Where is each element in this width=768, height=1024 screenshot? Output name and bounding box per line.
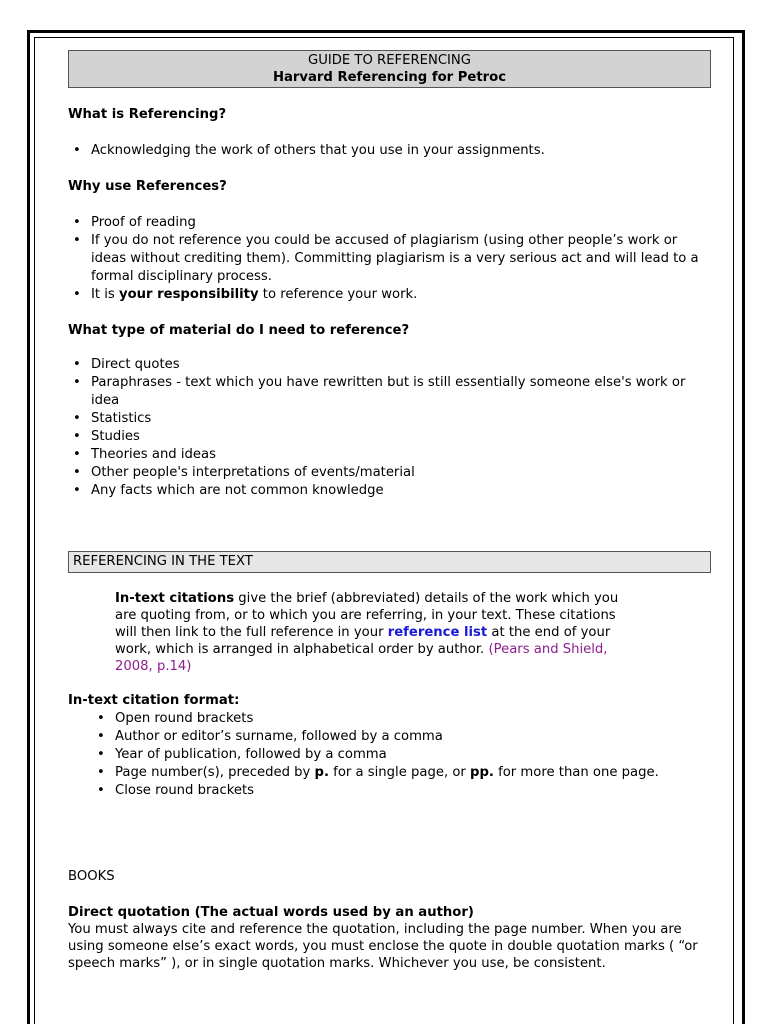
list-item: • Direct quotes [68, 356, 711, 374]
list-item: • Studies [68, 428, 711, 446]
paragraph-text: at the end of your work, which is arranged in alphabetical order by author. [115, 625, 611, 657]
list-item: • If you do not reference you could be accused of plagiarism (using other people’s work or ideas without crediting them). Committing plagiarism is a very serious act and will lead to a formal disciplinary process. [68, 232, 711, 286]
list-item: • Any facts which are not common knowledge [68, 482, 711, 500]
item-text: for a single page, or [328, 765, 471, 780]
list-item: • Author or editor’s surname, followed by a comma [68, 728, 711, 746]
heading-direct-quotation: Direct quotation (The actual words used by an author) [68, 905, 474, 920]
item-text: for more than one page. [493, 765, 659, 780]
what-is-list [68, 142, 711, 160]
citation-format-list [68, 710, 711, 800]
material-list [68, 356, 711, 500]
list-item: • Proof of reading [68, 214, 711, 232]
list-item: • Open round brackets [68, 710, 711, 728]
list-item [68, 764, 711, 782]
heading-why-use-references: Why use References? [68, 179, 227, 194]
heading-books: BOOKS [68, 869, 115, 884]
in-text-paragraph [68, 590, 711, 675]
list-item: • Acknowledging the work of others that you use in your assignments. [68, 142, 711, 160]
item-text: to reference your work. [258, 287, 418, 302]
item-text: Page number(s), preceded by [115, 765, 315, 780]
item-emphasis: your responsibility [118, 287, 259, 302]
paragraph-text: give the brief (abbreviated) details of the work which you are quoting from, or to which you are referring, in your text. These citations will then link to the full reference in your [115, 591, 619, 640]
document-content [68, 50, 711, 972]
section-title-referencing-in-text: REFERENCING IN THE TEXT [68, 551, 711, 573]
title-line-2: Harvard Referencing for Petroc [272, 70, 507, 85]
heading-material-type: What type of material do I need to reference? [68, 323, 410, 338]
why-use-list [68, 214, 711, 304]
title-box [68, 50, 711, 88]
direct-quotation-paragraph: You must always cite and reference the quotation, including the page number. When you are using someone else’s exact words, you must enclose the quote in double quotation marks ( “or speech marks” ), or in single quotation marks. Whichever you use, be consistent. [68, 922, 698, 971]
item-emphasis: pp. [470, 765, 494, 780]
list-item: • Year of publication, followed by a comma [68, 746, 711, 764]
list-item: • Theories and ideas [68, 446, 711, 464]
heading-citation-format: In-text citation format: [68, 693, 240, 708]
item-text: It is [91, 287, 119, 302]
list-item: • Close round brackets [68, 782, 711, 800]
paragraph-bold-lead: In-text citations [115, 591, 235, 606]
example-citation: (Pears and Shield, 2008, p.14) [115, 642, 608, 674]
item-emphasis: p. [314, 765, 329, 780]
title-line-1: GUIDE TO REFERENCING [307, 53, 472, 68]
list-item: • Other people's interpretations of events/material [68, 464, 711, 482]
list-item: • Paraphrases - text which you have rewritten but is still essentially someone else's work or idea [68, 374, 711, 410]
reference-list-link[interactable]: reference list [387, 625, 488, 640]
list-item [68, 286, 711, 304]
heading-what-is-referencing: What is Referencing? [68, 107, 227, 122]
list-item: • Statistics [68, 410, 711, 428]
